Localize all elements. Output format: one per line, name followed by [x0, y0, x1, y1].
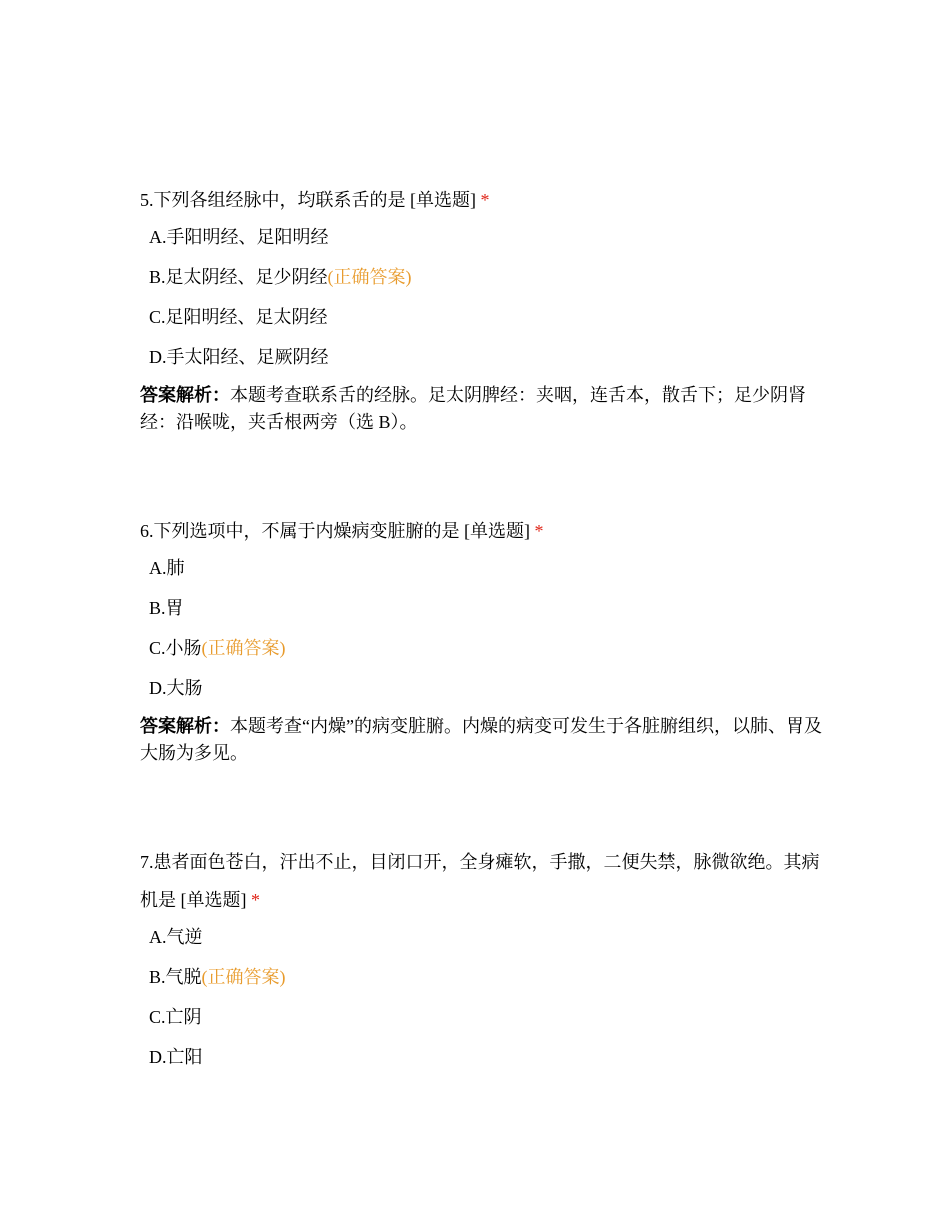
- option-text: D.亡阳: [149, 1047, 203, 1067]
- option-text: B.足太阴经、足少阴经: [149, 267, 328, 287]
- question-title: [140, 512, 830, 550]
- analysis-text: 本题考查联系舌的经脉。足太阴脾经：夹咽，连舌本，散舌下；足少阴肾经：沿喉咙，夹舌根两旁（选 B）。: [140, 385, 806, 432]
- question-type: [单选题]: [410, 190, 476, 210]
- option-d[interactable]: [149, 678, 830, 698]
- question-5: [140, 181, 830, 436]
- option-d[interactable]: [149, 347, 830, 367]
- option-list: [140, 927, 830, 1067]
- required-mark: *: [251, 890, 260, 910]
- question-text: 7.患者面色苍白，汗出不止，目闭口开，全身瘫软，手撒，二便失禁，脉微欲绝。其病机是: [140, 852, 820, 910]
- answer-analysis: [140, 382, 830, 436]
- question-type: [单选题]: [464, 521, 530, 541]
- option-list: [140, 558, 830, 698]
- option-text: D.手太阳经、足厥阴经: [149, 347, 329, 367]
- required-mark: *: [480, 190, 490, 210]
- option-c[interactable]: [149, 307, 830, 327]
- question-6: [140, 512, 830, 767]
- required-mark: *: [534, 521, 544, 541]
- option-c[interactable]: [149, 1007, 830, 1027]
- question-type: [单选题]: [180, 890, 247, 910]
- correct-answer-mark: (正确答案): [201, 638, 286, 658]
- option-a[interactable]: [149, 927, 830, 947]
- option-text: C.小肠: [149, 638, 202, 658]
- option-b[interactable]: [149, 598, 830, 618]
- correct-answer-mark: (正确答案): [201, 967, 286, 987]
- option-a[interactable]: [149, 227, 830, 247]
- option-text: B.胃: [149, 598, 184, 618]
- question-title: [140, 843, 830, 919]
- option-text: C.足阳明经、足太阴经: [149, 307, 328, 327]
- answer-analysis: [140, 713, 830, 767]
- option-list: [140, 227, 830, 367]
- question-title: [140, 181, 830, 219]
- option-text: D.大肠: [149, 678, 203, 698]
- question-text: 5.下列各组经脉中，均联系舌的是: [140, 190, 406, 210]
- option-b[interactable]: [149, 267, 830, 287]
- option-a[interactable]: [149, 558, 830, 578]
- correct-answer-mark: (正确答案): [327, 267, 412, 287]
- question-text: 6.下列选项中，不属于内燥病变脏腑的是: [140, 521, 460, 541]
- option-d[interactable]: [149, 1047, 830, 1067]
- question-7: [140, 843, 830, 1087]
- option-text: B.气脱: [149, 967, 202, 987]
- analysis-label: 答案解析：: [140, 385, 230, 405]
- option-c[interactable]: [149, 638, 830, 658]
- option-text: A.手阳明经、足阳明经: [149, 227, 329, 247]
- option-b[interactable]: [149, 967, 830, 987]
- analysis-text: 本题考查“内燥”的病变脏腑。内燥的病变可发生于各脏腑组织，以肺、胃及大肠为多见。: [140, 716, 822, 763]
- option-text: A.肺: [149, 558, 185, 578]
- analysis-label: 答案解析：: [140, 716, 230, 736]
- option-text: C.亡阴: [149, 1007, 202, 1027]
- option-text: A.气逆: [149, 927, 203, 947]
